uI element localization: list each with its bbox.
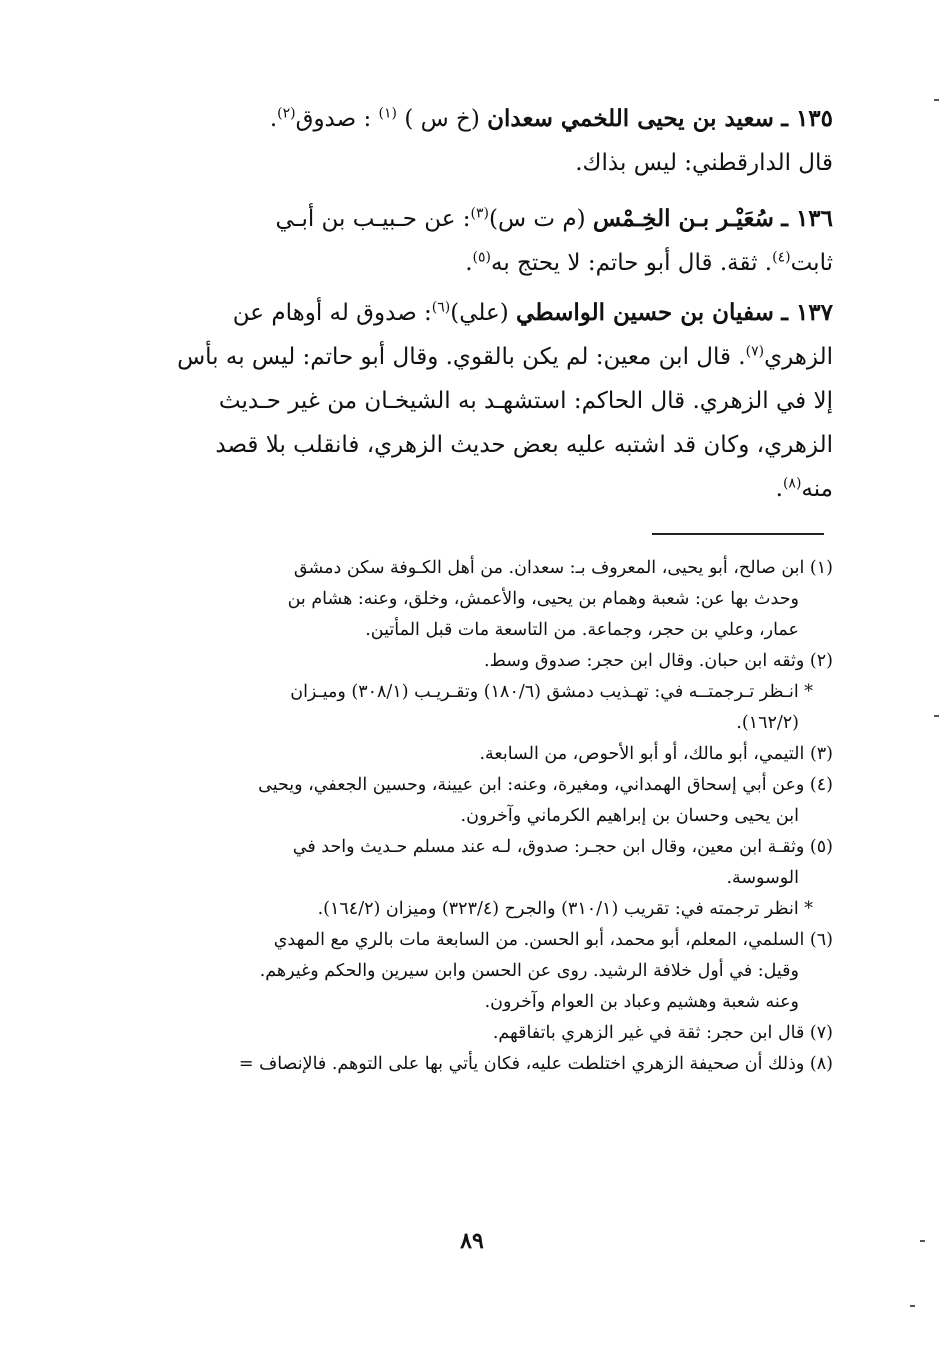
entry-text: (خ س ): [397, 106, 488, 132]
narrator-name: سعيد بن يحيى اللخمي سعدان: [487, 105, 774, 132]
footnote-ref[interactable]: (٧): [745, 343, 765, 360]
footnote-line: (٨) وذلك أن صحيفة الزهري اختلطت عليه، فكان يأتي بها على التوهم. فالإنصاف =: [238, 1054, 833, 1074]
entry-135: [143, 97, 833, 185]
footnote-ref[interactable]: (٨): [782, 475, 802, 492]
entry-text: .: [269, 106, 278, 132]
footnote-line: (٦) السلمي، المعلم، أبو محمد، أبو الحسن. من السابعة مات بالري مع المهدي: [273, 930, 833, 950]
entry-line: [143, 467, 833, 511]
footnote-line: (٥) وثقـة ابن معين، وقال ابن حجـر: صدوق، لـه عند مسلم حـديث واحد في: [292, 837, 833, 857]
footnote-line: (٧) قال ابن حجر: ثقة في غير الزهري باتفاقهم.: [492, 1023, 833, 1043]
footnote-line: (٣) التيمي، أبو مالك، أو أبو الأحوص، من السابعة.: [479, 744, 833, 764]
footnote-ref[interactable]: (٢): [277, 105, 296, 122]
footnote-ref[interactable]: (٥): [472, 249, 491, 266]
entry-number: ١٣٥ ـ: [781, 105, 833, 132]
scan-mark: [934, 715, 939, 717]
footnote-ref[interactable]: (٣): [470, 205, 489, 222]
entry-number: ١٣٧ ـ: [781, 299, 833, 326]
scan-mark: [920, 1240, 925, 1242]
footnote-line: (١) ابن صالح، أبو يحيى، المعروف بـ: سعدان. من أهل الكـوفة سكن دمشق: [293, 558, 833, 578]
entry-text: : عن حـبيـب بن أبـي: [275, 206, 471, 232]
scan-mark: [910, 1305, 915, 1307]
entry-line: [143, 335, 833, 379]
footnote-line: (١٦٢/٢).: [736, 713, 799, 733]
footnote-line: الوسوسة.: [726, 868, 799, 888]
entry-line: [143, 423, 833, 467]
entry-line: [143, 379, 833, 423]
entry-number: ١٣٦ ـ: [781, 205, 833, 232]
scan-mark: [934, 99, 939, 101]
entry-text: ثابت: [790, 250, 833, 276]
entry-text: . ثقة. قال أبو حاتم: لا يحتج به: [491, 250, 773, 276]
footnote-line: (٢) وثقه ابن حبان. وقال ابن حجر: صدوق وسط.: [484, 651, 833, 671]
entry-text: الزهري: [764, 344, 833, 370]
footnote-separator: [652, 533, 824, 535]
footnote-line: وقيل: في أول خلافة الرشيد. روى عن الحسن وابن سيرين والحكم وغيرهم.: [259, 961, 799, 981]
entry-text: الزهري، وكان قد اشتبه عليه بعض حديث الزهري، فانقلب بلا قصد: [215, 432, 833, 458]
footnote-ref[interactable]: (٦): [431, 299, 451, 316]
entry-line: [143, 97, 833, 141]
entry-136: [143, 197, 833, 285]
narrator-name: سفيان بن حسين الواسطي: [516, 299, 774, 326]
entry-text: (علي): [450, 300, 517, 326]
entry-line: [143, 141, 833, 185]
entry-text: .: [465, 250, 473, 276]
footnote-line: ابن يحيى وحسان بن إبراهيم الكرماني وآخرون.: [460, 806, 799, 826]
entry-text: (م ت س): [489, 206, 593, 232]
footnote-line: عمار، وعلي بن حجر، وجماعة. من التاسعة مات قبل المأتين.: [365, 620, 799, 640]
entry-text: . قال ابن معين: لم يكن بالقوي. وقال أبو حاتم: ليس به بأس: [177, 344, 746, 370]
entry-text: منه: [801, 476, 833, 502]
footnote-line: (٤) وعن أبي إسحاق الهمداني، ومغيرة، وعنه: ابن عيينة، وحسين الجعفي، ويحيى: [258, 775, 833, 795]
entry-line: [143, 241, 833, 285]
entry-text: : صدوق: [295, 106, 379, 132]
narrator-name: سُعَيْـر بـن الخِـمْس: [592, 205, 774, 232]
footnote-ref[interactable]: (١): [378, 105, 398, 122]
entry-text: .: [775, 476, 783, 502]
footnotes: [143, 553, 833, 1080]
footnote-line: وعنه شعبة وهشيم وعباد بن العوام وآخرون.: [484, 992, 799, 1012]
page-number: ٨٩: [460, 1228, 484, 1254]
entry-line: [143, 197, 833, 241]
footnote-line: * انـظر تـرجمتــه في: تهـذيب دمشق (١٨٠/٦) وتقـريـب (٣٠٨/١) وميـزان: [290, 682, 813, 702]
footnote-line: * انظر ترجمته في: تقريب (٣١٠/١) والجرح (٣٢٣/٤) وميزان (١٦٤/٢).: [317, 899, 813, 919]
entry-text: قال الدارقطني: ليس بذاك.: [575, 150, 833, 176]
footnote-line: وحدث بها عن: شعبة وهمام بن يحيى، والأعمش، وخلق، وعنه: هشام بن: [287, 589, 799, 609]
entry-137: [143, 291, 833, 511]
entry-text: إلا في الزهري. قال الحاكم: استشهـد به الشيخـان من غير حـديث: [218, 388, 833, 414]
footnote-ref[interactable]: (٤): [772, 249, 791, 266]
entry-text: : صدوق له أوهام عن: [232, 300, 432, 326]
entry-line: [143, 291, 833, 335]
